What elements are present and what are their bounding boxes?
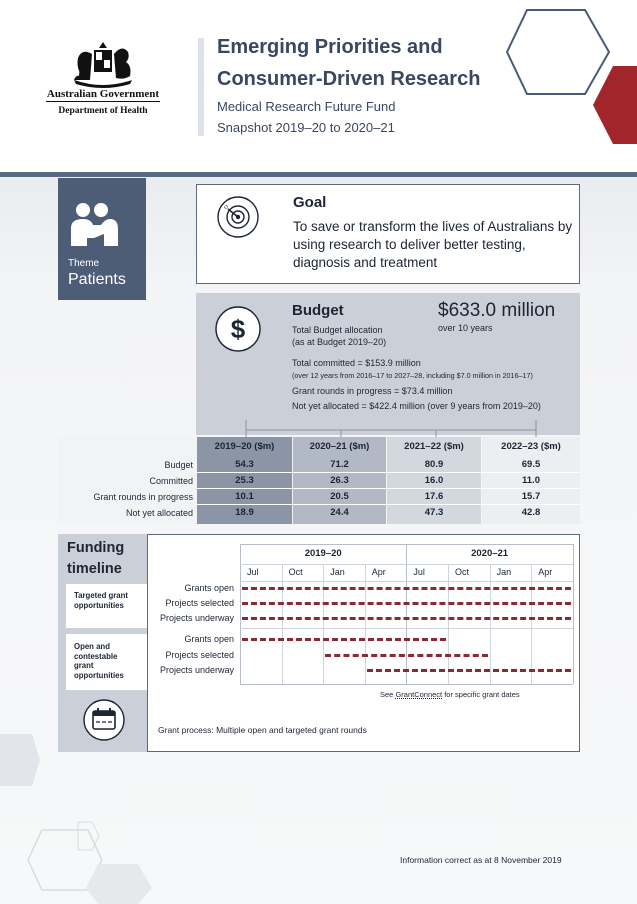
- budget-allocation-note: (as at Budget 2019–20): [292, 337, 387, 347]
- table-row-label: Grant rounds in progress: [93, 492, 193, 502]
- page-subtitle-line-2: Snapshot 2019–20 to 2020–21: [217, 120, 395, 135]
- timeline-grid-line: [573, 544, 574, 684]
- table-cell: 11.0: [522, 475, 540, 486]
- timeline-month: Apr: [371, 567, 386, 577]
- timeline-grid-line: [531, 564, 532, 684]
- table-column-2019-20: [197, 437, 292, 524]
- target-icon: [216, 195, 260, 239]
- coat-of-arms-logo: [68, 40, 138, 88]
- targeted-grants-tag: [66, 584, 148, 628]
- table-column-2022-23: [482, 437, 580, 524]
- timeline-bar-open: [367, 669, 571, 672]
- timeline-year-header: 2020–21: [471, 548, 509, 559]
- table-cell: 71.2: [330, 459, 349, 470]
- timeline-year-header: 2019–20: [304, 548, 342, 559]
- timeline-title-line-2: timeline: [67, 561, 122, 577]
- budget-period: over 10 years: [438, 323, 493, 333]
- timeline-grid-line: [490, 564, 491, 684]
- budget-committed: Total committed = $153.9 million: [292, 358, 421, 368]
- table-row-divider: [197, 488, 580, 489]
- timeline-row-label: Projects selected: [165, 650, 234, 660]
- timeline-grid-line: [240, 628, 573, 629]
- government-name: Australian Government: [46, 88, 160, 100]
- budget-allocation-label: Total Budget allocation: [292, 325, 383, 335]
- table-cell: 24.4: [330, 507, 349, 518]
- timeline-month: Oct: [455, 567, 470, 577]
- goal-title: Goal: [293, 194, 327, 211]
- timeline-month: Jul: [413, 567, 425, 577]
- open-grants-label: Open and contestable grant opportunities: [74, 642, 124, 680]
- timeline-grid-line: [365, 564, 366, 684]
- grantconnect-link[interactable]: GrantConnect: [395, 690, 443, 699]
- timeline-bar-targeted: [242, 617, 571, 620]
- budget-rounds-in-progress: Grant rounds in progress = $73.4 million: [292, 386, 453, 396]
- timeline-row-label: Projects selected: [165, 598, 234, 608]
- timeline-grid-line: [448, 564, 449, 684]
- table-cell: 47.3: [424, 507, 444, 518]
- timeline-bar-open: [242, 638, 446, 641]
- timeline-row-label: Projects underway: [159, 613, 234, 623]
- table-column-header: 2021–22 ($m): [404, 441, 464, 452]
- calendar-icon: [82, 698, 126, 742]
- logo-divider: [46, 101, 160, 102]
- timeline-row-label: Projects underway: [159, 665, 234, 675]
- timeline-grid-line: [282, 564, 283, 684]
- timeline-bar-targeted: [242, 602, 571, 605]
- theme-label: Theme: [68, 258, 100, 269]
- timeline-grid-line: [240, 684, 573, 685]
- table-cell: 69.5: [521, 459, 541, 470]
- table-cell: 10.1: [235, 491, 254, 502]
- table-cell: 26.3: [330, 475, 349, 486]
- table-row-label: Committed: [149, 476, 193, 486]
- budget-title: Budget: [292, 302, 344, 319]
- timeline-month: Apr: [538, 567, 553, 577]
- budget-not-allocated: Not yet allocated = $422.4 million (over 9 years from 2019–20): [292, 401, 541, 411]
- timeline-grid-line: [406, 544, 407, 684]
- table-cell: 18.9: [235, 507, 254, 518]
- table-cell: 16.0: [424, 475, 444, 486]
- table-cell: 54.3: [235, 459, 254, 470]
- timeline-month: Jul: [247, 567, 259, 577]
- targeted-grants-label: Targeted grant opportunities: [74, 591, 129, 610]
- table-cell: 17.6: [424, 491, 444, 502]
- title-accent-bar: [198, 38, 204, 136]
- table-column-2020-21: [293, 437, 386, 524]
- budget-amount: $633.0 million: [438, 300, 556, 321]
- timeline-month: Jan: [330, 567, 345, 577]
- goal-text: To save or transform the lives of Australians by using research to deliver better testing, diagnosis and treatment: [293, 219, 573, 270]
- timeline-grid-line: [323, 564, 324, 684]
- header-divider: [0, 172, 637, 177]
- timeline-bar-open: [325, 654, 487, 657]
- table-cell: 42.8: [521, 507, 541, 518]
- timeline-grid-line: [240, 544, 573, 545]
- timeline-month: Jan: [496, 567, 512, 577]
- theme-name: Patients: [68, 271, 126, 288]
- page-title-line-1: Emerging Priorities and: [217, 36, 443, 58]
- see-suffix: for specific grant dates: [442, 690, 520, 699]
- timeline-grid-line: [240, 544, 241, 684]
- table-column-header: 2020–21 ($m): [309, 441, 370, 452]
- page-title-line-2: Consumer-Driven Research: [217, 68, 481, 90]
- department-name: Department of Health: [58, 106, 148, 116]
- timeline-month: Oct: [288, 567, 303, 577]
- table-cell: 80.9: [424, 459, 444, 470]
- timeline-grid-line: [240, 581, 573, 582]
- table-cell: 15.7: [521, 491, 541, 502]
- table-row-label: Budget: [164, 460, 193, 470]
- decorative-hexagons-header: [505, 4, 637, 144]
- timeline-row-label: Grants open: [184, 583, 234, 593]
- dollar-icon: [214, 305, 262, 353]
- table-column-2021-22: [387, 437, 481, 524]
- patients-icon: [68, 200, 118, 250]
- table-column-header: 2019–20 ($m): [214, 441, 275, 452]
- svg-text:$: $: [230, 314, 246, 344]
- timeline-title-line-1: Funding: [67, 540, 125, 556]
- table-cell: 25.3: [235, 475, 254, 486]
- table-row-divider: [197, 504, 580, 505]
- timeline-row-label: Grants open: [184, 634, 234, 644]
- table-row-divider: [197, 472, 580, 473]
- budget-committed-note: (over 12 years from 2016–17 to 2027–28, including $7.0 million in 2016–17): [292, 371, 533, 380]
- see-prefix: See: [380, 690, 396, 699]
- table-column-header: 2022–23 ($m): [501, 441, 561, 452]
- decorative-hexagons-left: [0, 730, 170, 904]
- timeline-bar-targeted: [242, 587, 571, 590]
- grantconnect-note: [380, 690, 520, 699]
- information-date: Information correct as at 8 November 2019: [400, 855, 562, 865]
- table-row-label: Not yet allocated: [125, 508, 193, 518]
- table-cell: 20.5: [330, 491, 349, 502]
- open-grants-tag: [66, 634, 148, 690]
- page-subtitle-line-1: Medical Research Future Fund: [217, 99, 396, 114]
- grant-process-note: Grant process: Multiple open and targeted grant rounds: [158, 725, 367, 735]
- timeline-grid-line: [240, 564, 573, 565]
